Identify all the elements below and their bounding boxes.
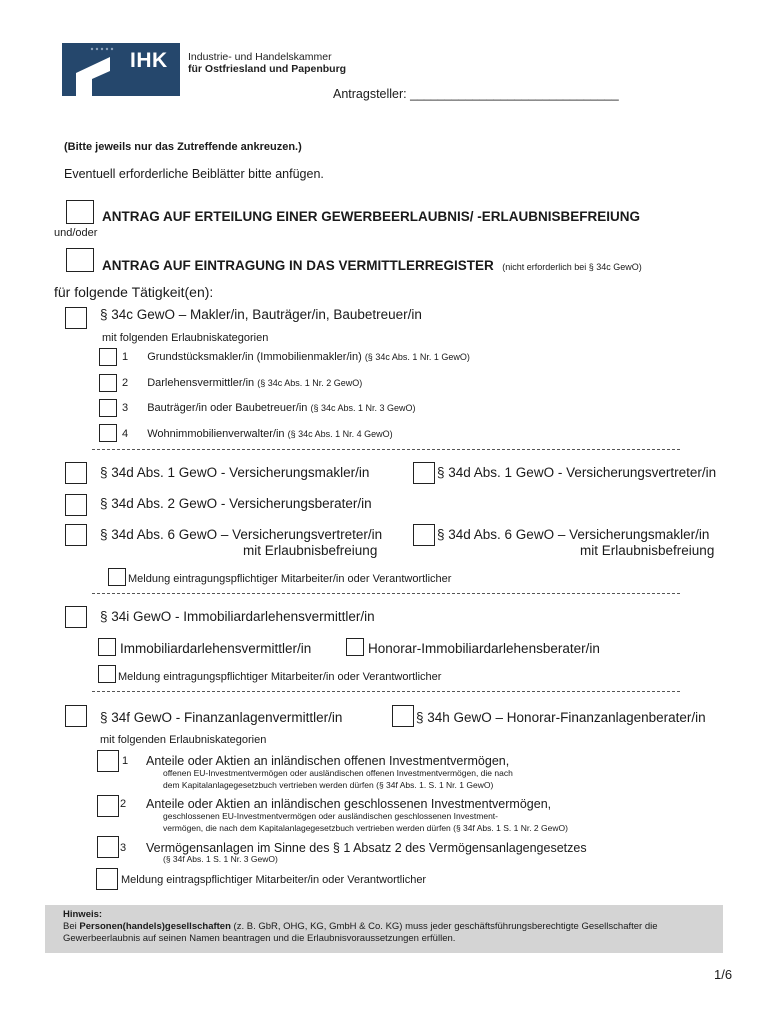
item-sub: vermögen, die nach dem Kapitalanlagegesetzbuch vertrieben werden dürfen (§ 34f Abs. 1 S. 1 Nr. 2 GewO) xyxy=(163,823,568,833)
s34d-makler6-sub: mit Erlaubnisbefreiung xyxy=(580,543,715,558)
section-divider xyxy=(92,593,680,594)
s34i-meldung-label: Meldung eintragungspflichtiger Mitarbeiter/in oder Verantwortlicher xyxy=(118,671,442,683)
s34d-vertreter-checkbox[interactable] xyxy=(413,462,435,484)
s34i-vermittler-checkbox[interactable] xyxy=(98,638,116,656)
s34d-vertreter6-checkbox[interactable] xyxy=(65,524,87,546)
s34i-meldung-checkbox[interactable] xyxy=(98,665,116,683)
s34i-title: § 34i GewO - Immobiliardarlehensvermittler/in xyxy=(100,609,375,624)
s34i-checkbox[interactable] xyxy=(65,606,87,628)
item-ref: (§ 34c Abs. 1 Nr. 4 GewO) xyxy=(287,429,393,439)
hint-rest: (z. B. GbR, OHG, KG, GmbH & Co. KG) muss jeder geschäftsführungsberechtigte Gesellschafter die xyxy=(230,921,658,932)
s34f-cat3-checkbox[interactable] xyxy=(97,836,119,858)
item-text: Bauträger/in oder Baubetreuer/in xyxy=(147,402,308,414)
s34c-cat1-checkbox[interactable] xyxy=(99,348,117,366)
antrag-register-title: ANTRAG AUF EINTRAGUNG IN DAS VERMITTLERREGISTER xyxy=(102,258,494,273)
item-number: 3 xyxy=(120,842,127,854)
conjunction-label: und/oder xyxy=(54,227,98,239)
s34d-makler-label: § 34d Abs. 1 GewO - Versicherungsmakler/in xyxy=(100,465,370,480)
list-item xyxy=(122,351,470,363)
s34f-title: § 34f GewO - Finanzanlagenvermittler/in xyxy=(100,710,343,725)
s34d-berater-label: § 34d Abs. 2 GewO - Versicherungsberater/in xyxy=(100,496,372,511)
item-text: Grundstücksmakler/in (Immobilienmakler/in) xyxy=(147,351,362,363)
s34f-meldung-label: Meldung eintragspflichtiger Mitarbeiter/in oder Verantwortlicher xyxy=(121,874,427,886)
hint-prefix: Bei xyxy=(63,921,80,932)
s34d-makler-checkbox[interactable] xyxy=(65,462,87,484)
item-text: Wohnimmobilienverwalter/in xyxy=(147,428,285,440)
org-line-1: Industrie- und Handelskammer xyxy=(188,51,332,63)
item-number: 1 xyxy=(122,351,129,363)
s34d-meldung-label: Meldung eintragungspflichtiger Mitarbeiter/in oder Verantwortlicher xyxy=(128,573,452,585)
hint-line-1 xyxy=(63,921,705,933)
item-ref: (§ 34c Abs. 1 Nr. 2 GewO) xyxy=(257,378,363,388)
s34h-title: § 34h GewO – Honorar-Finanzanlagenberater/in xyxy=(416,710,706,725)
s34c-cat4-checkbox[interactable] xyxy=(99,424,117,442)
antrag-register-heading xyxy=(102,257,642,275)
s34f-cat2-checkbox[interactable] xyxy=(97,795,119,817)
s34i-honorar-label: Honorar-Immobiliardarlehensberater/in xyxy=(368,641,600,656)
item-number: 2 xyxy=(120,798,127,810)
item-text: Darlehensvermittler/in xyxy=(147,377,255,389)
s34c-cat3-checkbox[interactable] xyxy=(99,399,117,417)
s34i-honorar-checkbox[interactable] xyxy=(346,638,364,656)
page-number: 1/6 xyxy=(714,967,733,982)
antrag-erlaubnis-checkbox[interactable] xyxy=(66,200,94,224)
item-number: 4 xyxy=(122,428,129,440)
item-ref: (§ 34c Abs. 1 Nr. 3 GewO) xyxy=(310,403,416,413)
list-item xyxy=(122,402,416,414)
section-divider xyxy=(92,691,680,692)
s34d-vertreter-label: § 34d Abs. 1 GewO - Versicherungsvertreter/in xyxy=(437,465,717,480)
s34f-category-label: mit folgenden Erlaubniskategorien xyxy=(100,734,267,746)
s34c-cat2-checkbox[interactable] xyxy=(99,374,117,392)
item-number: 1 xyxy=(122,755,129,767)
hint-box xyxy=(45,905,723,953)
org-name xyxy=(188,51,346,75)
hint-bold: Personen(handels)gesellschaften xyxy=(79,921,231,932)
s34d-vertreter6-sub: mit Erlaubnisbefreiung xyxy=(243,543,378,558)
org-line-2: für Ostfriesland und Papenburg xyxy=(188,63,347,75)
activities-label: für folgende Tätigkeit(en): xyxy=(54,284,214,300)
item-sub: offenen EU-Investmentvermögen oder ausländischen offenen Investmentvermögen, die nach xyxy=(163,768,513,778)
s34c-title: § 34c GewO – Makler/in, Bauträger/in, Baubetreuer/in xyxy=(100,307,422,322)
s34f-checkbox[interactable] xyxy=(65,705,87,727)
s34h-checkbox[interactable] xyxy=(392,705,414,727)
s34f-meldung-checkbox[interactable] xyxy=(96,868,118,890)
instruction-note: (Bitte jeweils nur das Zutreffende ankreuzen.) xyxy=(64,141,302,153)
list-item xyxy=(122,428,393,440)
logo-text: IHK xyxy=(130,49,168,72)
hint-line-2: Gewerbeerlaubnis auf seinen Namen beantragen und die Erlaubnisvoraussetzungen erfüllen. xyxy=(63,933,456,944)
s34d-berater-checkbox[interactable] xyxy=(65,494,87,516)
applicant-field[interactable]: Antragsteller: ______________________________ xyxy=(333,87,619,101)
antrag-register-checkbox[interactable] xyxy=(66,248,94,272)
list-item xyxy=(122,377,362,389)
item-sub: (§ 34f Abs. 1 S. 1 Nr. 3 GewO) xyxy=(163,854,278,864)
s34d-makler6-label: § 34d Abs. 6 GewO – Versicherungsmakler/in xyxy=(437,527,710,542)
antrag-erlaubnis-title: ANTRAG AUF ERTEILUNG EINER GEWERBEERLAUBNIS/ -ERLAUBNISBEFREIUNG xyxy=(102,209,641,224)
s34c-category-label: mit folgenden Erlaubniskategorien xyxy=(102,332,269,344)
s34d-makler6-checkbox[interactable] xyxy=(413,524,435,546)
item-text: Anteile oder Aktien an inländischen geschlossenen Investmentvermögen, xyxy=(146,797,552,811)
antrag-register-note: (nicht erforderlich bei § 34c GewO) xyxy=(502,262,642,272)
item-ref: (§ 34c Abs. 1 Nr. 1 GewO) xyxy=(364,352,470,362)
section-divider xyxy=(92,449,680,450)
s34d-vertreter6-label: § 34d Abs. 6 GewO – Versicherungsvertreter/in xyxy=(100,527,383,542)
ihk-logo xyxy=(62,43,180,96)
hint-title: Hinweis: xyxy=(63,909,103,920)
s34d-meldung-checkbox[interactable] xyxy=(108,568,126,586)
item-text: Anteile oder Aktien an inländischen offenen Investmentvermögen, xyxy=(146,754,510,768)
item-sub: dem Kapitalanlagegesetzbuch vertrieben werden dürfen (§ 34f Abs. 1. S. 1 Nr. 1 GewO) xyxy=(163,780,494,790)
item-sub: geschlossenen EU-Investmentvermögen oder ausländischen geschlossenen Investment- xyxy=(163,811,498,821)
item-number: 3 xyxy=(122,402,129,414)
item-text: Vermögensanlagen im Sinne des § 1 Absatz 2 des Vermögensanlagengesetzes xyxy=(146,841,587,855)
s34i-vermittler-label: Immobiliardarlehensvermittler/in xyxy=(120,641,312,656)
s34f-cat1-checkbox[interactable] xyxy=(97,750,119,772)
item-number: 2 xyxy=(122,377,129,389)
attachment-note: Eventuell erforderliche Beiblätter bitte anfügen. xyxy=(64,167,324,181)
s34c-checkbox[interactable] xyxy=(65,307,87,329)
